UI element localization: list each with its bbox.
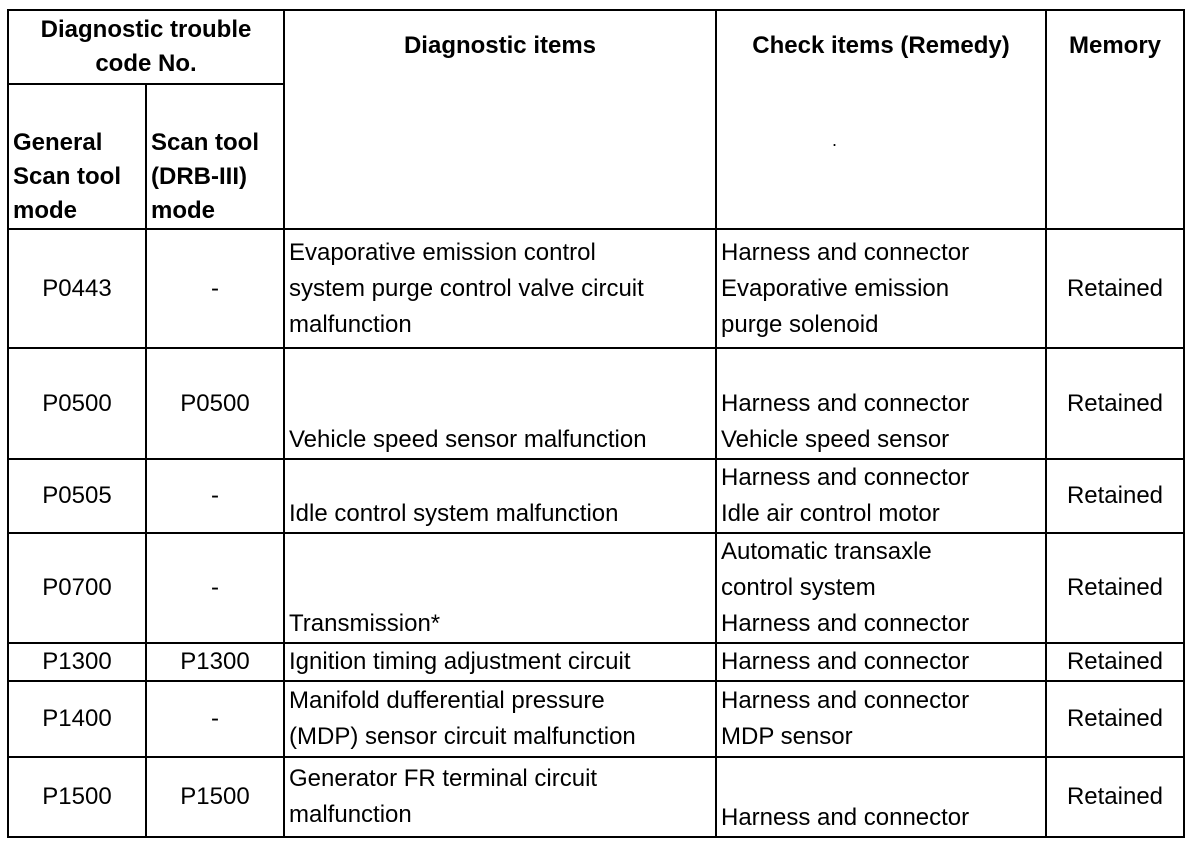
diagnostic-item: Vehicle speed sensor malfunction: [284, 348, 716, 459]
memory-value: Retained: [1046, 229, 1184, 348]
memory-value: Retained: [1046, 681, 1184, 757]
check-item: Harness and connector: [716, 643, 1046, 681]
general-code: P1400: [8, 681, 146, 757]
general-code: P1300: [8, 643, 146, 681]
memory-value: Retained: [1046, 533, 1184, 643]
check-item: Harness and connector: [716, 757, 1046, 837]
check-item: Harness and connector MDP sensor: [716, 681, 1046, 757]
memory-header: Memory: [1046, 10, 1184, 229]
scan-code: -: [146, 459, 284, 533]
check-items-header: Check items (Remedy) .: [716, 10, 1046, 229]
diagnostic-item: Manifold dufferential pressure (MDP) sensor circuit malfunction: [284, 681, 716, 757]
diagnostic-items-header: Diagnostic items: [284, 10, 716, 229]
general-code: P0443: [8, 229, 146, 348]
general-mode-header: General Scan tool mode: [8, 84, 146, 229]
diagnostic-item: Ignition timing adjustment circuit: [284, 643, 716, 681]
scan-tool-mode-header: Scan tool (DRB-III) mode: [146, 84, 284, 229]
table-row: [8, 643, 1184, 681]
memory-value: Retained: [1046, 643, 1184, 681]
general-code: P0500: [8, 348, 146, 459]
check-item: Harness and connector Idle air control motor: [716, 459, 1046, 533]
table-row: [8, 757, 1184, 837]
header-text: Diagnostic trouble: [40, 16, 252, 43]
general-code: P0505: [8, 459, 146, 533]
general-code: P1500: [8, 757, 146, 837]
stray-mark: .: [832, 130, 838, 150]
check-item: Automatic transaxle control system Harness and connector: [716, 533, 1046, 643]
scan-code: P1300: [146, 643, 284, 681]
scan-code: -: [146, 533, 284, 643]
header-row-top: [8, 10, 1184, 84]
dtc-group-header: [8, 10, 284, 84]
check-item: Harness and connector Vehicle speed sensor: [716, 348, 1046, 459]
scan-code: P1500: [146, 757, 284, 837]
table-row: [8, 459, 1184, 533]
memory-value: Retained: [1046, 348, 1184, 459]
table-row: [8, 348, 1184, 459]
general-code: P0700: [8, 533, 146, 643]
scan-code: -: [146, 681, 284, 757]
diagnostic-item: Evaporative emission control system purge control valve circuit malfunction: [284, 229, 716, 348]
header-text: code No.: [95, 50, 197, 77]
diagnostic-item: Idle control system malfunction: [284, 459, 716, 533]
table-row: [8, 533, 1184, 643]
dtc-table: [7, 9, 1185, 838]
memory-value: Retained: [1046, 459, 1184, 533]
table-row: [8, 229, 1184, 348]
scan-code: -: [146, 229, 284, 348]
check-item: Harness and connector Evaporative emission purge solenoid: [716, 229, 1046, 348]
diagnostic-item: Transmission*: [284, 533, 716, 643]
table-row: [8, 681, 1184, 757]
scan-code: P0500: [146, 348, 284, 459]
diagnostic-item: Generator FR terminal circuit malfunction: [284, 757, 716, 837]
memory-value: Retained: [1046, 757, 1184, 837]
